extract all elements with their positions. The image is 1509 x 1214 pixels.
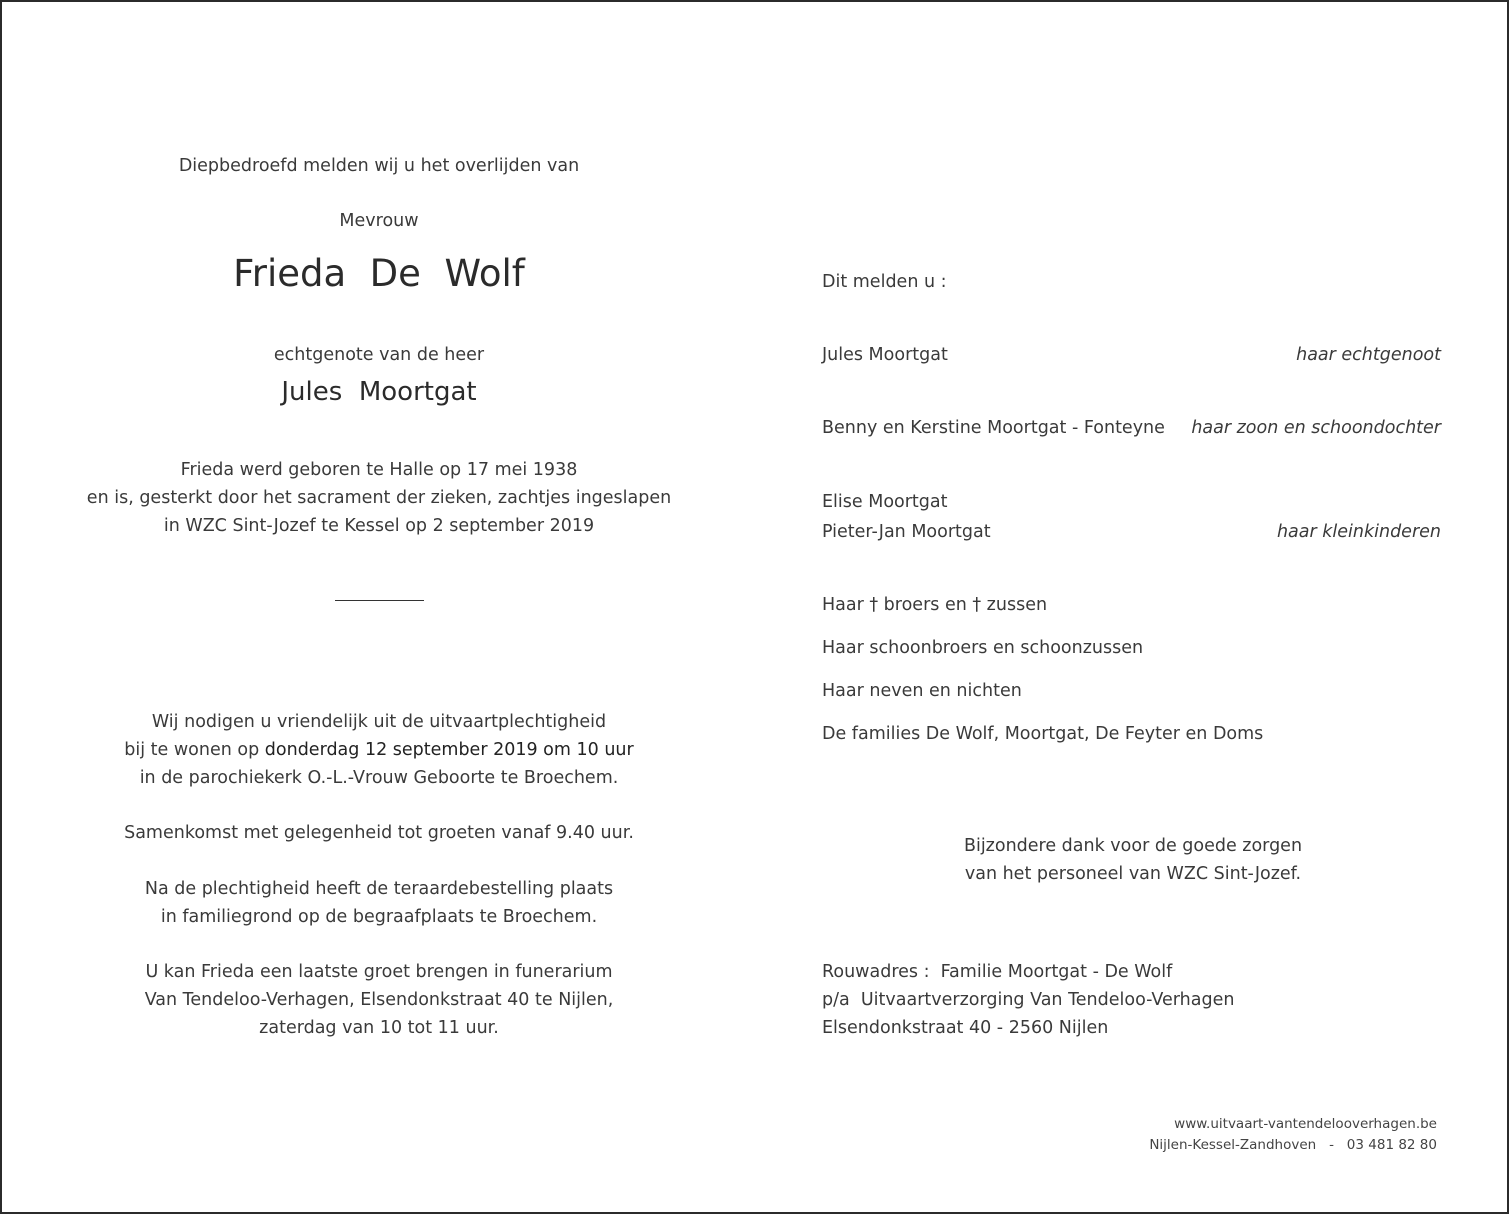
ceremony-line <box>79 739 679 761</box>
ceremony-line: in de parochiekerk O.-L.-Vrouw Geboorte te Broechem. <box>139 768 619 788</box>
burial-line: Na de plechtigheid heeft de teraardebestelling plaats <box>144 879 614 899</box>
address-line: Elsendonkstraat 40 - 2560 Nijlen <box>822 1018 1109 1038</box>
address-line: Rouwadres : Familie Moortgat - De Wolf <box>822 962 1173 982</box>
burial-line: in familiegrond op de begraafplaats te Broechem. <box>160 907 598 927</box>
farewell-line: Van Tendeloo-Verhagen, Elsendonkstraat 40 te Nijlen, <box>144 990 614 1010</box>
bio-line: in WZC Sint-Jozef te Kessel op 2 september 2019 <box>163 516 595 536</box>
ceremony-datetime: donderdag 12 september 2019 om 10 uur <box>264 740 634 760</box>
thanks-line: van het personeel van WZC Sint-Jozef. <box>964 864 1302 884</box>
family-role: haar kleinkinderen <box>1276 522 1441 542</box>
divider-line <box>335 600 424 601</box>
funeral-home-website: www.uitvaart-vantendelooverhagen.be <box>1174 1116 1437 1132</box>
salutation: Mevrouw <box>339 211 419 231</box>
right-heading: Dit melden u : <box>822 272 947 292</box>
family-name: Benny en Kerstine Moortgat - Fonteyne <box>822 418 1165 438</box>
family-name: Pieter-Jan Moortgat <box>822 522 991 542</box>
address-line: p/a Uitvaartverzorging Van Tendeloo-Verhagen <box>822 990 1235 1010</box>
bio-line: en is, gesterkt door het sacrament der zieken, zachtjes ingeslapen <box>86 488 672 508</box>
intro-text: Diepbedroefd melden wij u het overlijden van <box>178 156 580 176</box>
spouse-name: Jules Moortgat <box>281 377 477 407</box>
farewell-line: U kan Frieda een laatste groet brengen in funerarium <box>145 962 613 982</box>
ceremony-line-prefix: bij te wonen op <box>124 740 265 760</box>
relatives-line: Haar schoonbroers en schoonzussen <box>822 638 1144 658</box>
thanks-line: Bijzondere dank voor de goede zorgen <box>963 836 1303 856</box>
family-name: Elise Moortgat <box>822 492 948 512</box>
ceremony-line: Wij nodigen u vriendelijk uit de uitvaartplechtigheid <box>151 712 607 732</box>
funeral-home-locations-phone: Nijlen-Kessel-Zandhoven - 03 481 82 80 <box>1149 1137 1437 1153</box>
family-role: haar zoon en schoondochter <box>1191 418 1441 438</box>
relatives-line: Haar neven en nichten <box>822 681 1022 701</box>
relatives-line: Haar † broers en † zussen <box>822 595 1048 615</box>
farewell-line: zaterdag van 10 tot 11 uur. <box>259 1018 499 1038</box>
deceased-name: Frieda De Wolf <box>233 252 525 295</box>
spouse-intro: echtgenote van de heer <box>273 345 485 365</box>
bio-line: Frieda werd geboren te Halle op 17 mei 1938 <box>180 460 578 480</box>
gathering-text: Samenkomst met gelegenheid tot groeten vanaf 9.40 uur. <box>124 823 634 843</box>
family-name: Jules Moortgat <box>822 345 948 365</box>
family-role: haar echtgenoot <box>1296 345 1441 365</box>
relatives-line: De families De Wolf, Moortgat, De Feyter en Doms <box>822 724 1264 744</box>
